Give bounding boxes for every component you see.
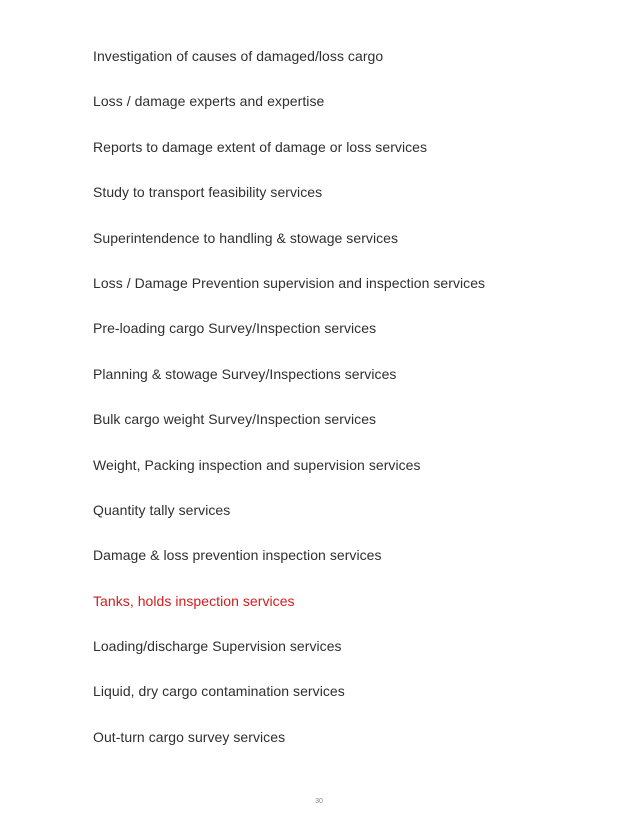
service-item-transport-feasibility: Study to transport feasibility services xyxy=(93,184,323,201)
service-item-loading-discharge-supervision: Loading/discharge Supervision services xyxy=(93,638,342,655)
page-number: 30 xyxy=(315,798,323,805)
service-item-contamination: Liquid, dry cargo contamination services xyxy=(93,683,345,700)
service-item-weight-packing-inspection: Weight, Packing inspection and supervision services xyxy=(93,456,421,473)
service-item-pre-loading-survey: Pre-loading cargo Survey/Inspection services xyxy=(93,320,377,337)
service-list xyxy=(93,45,485,771)
service-item-damage-prevention-supervision: Loss / Damage Prevention supervision and inspection services xyxy=(93,274,486,291)
service-item-damage-loss-prevention: Damage & loss prevention inspection services xyxy=(93,547,382,564)
service-item-loss-damage-experts: Loss / damage experts and expertise xyxy=(93,93,325,110)
service-item-planning-stowage-survey: Planning & stowage Survey/Inspections services xyxy=(93,365,397,382)
service-item-bulk-weight-survey: Bulk cargo weight Survey/Inspection services xyxy=(93,411,377,428)
service-item-out-turn-survey: Out-turn cargo survey services xyxy=(93,728,286,745)
service-item-damage-reports: Reports to damage extent of damage or loss services xyxy=(93,138,428,155)
service-item-tanks-holds-inspection: Tanks, holds inspection services xyxy=(93,592,295,609)
service-item-handling-stowage-superintendence: Superintendence to handling & stowage services xyxy=(93,229,399,246)
service-item-quantity-tally: Quantity tally services xyxy=(93,501,231,518)
service-item-investigation: Investigation of causes of damaged/loss cargo xyxy=(93,48,384,64)
